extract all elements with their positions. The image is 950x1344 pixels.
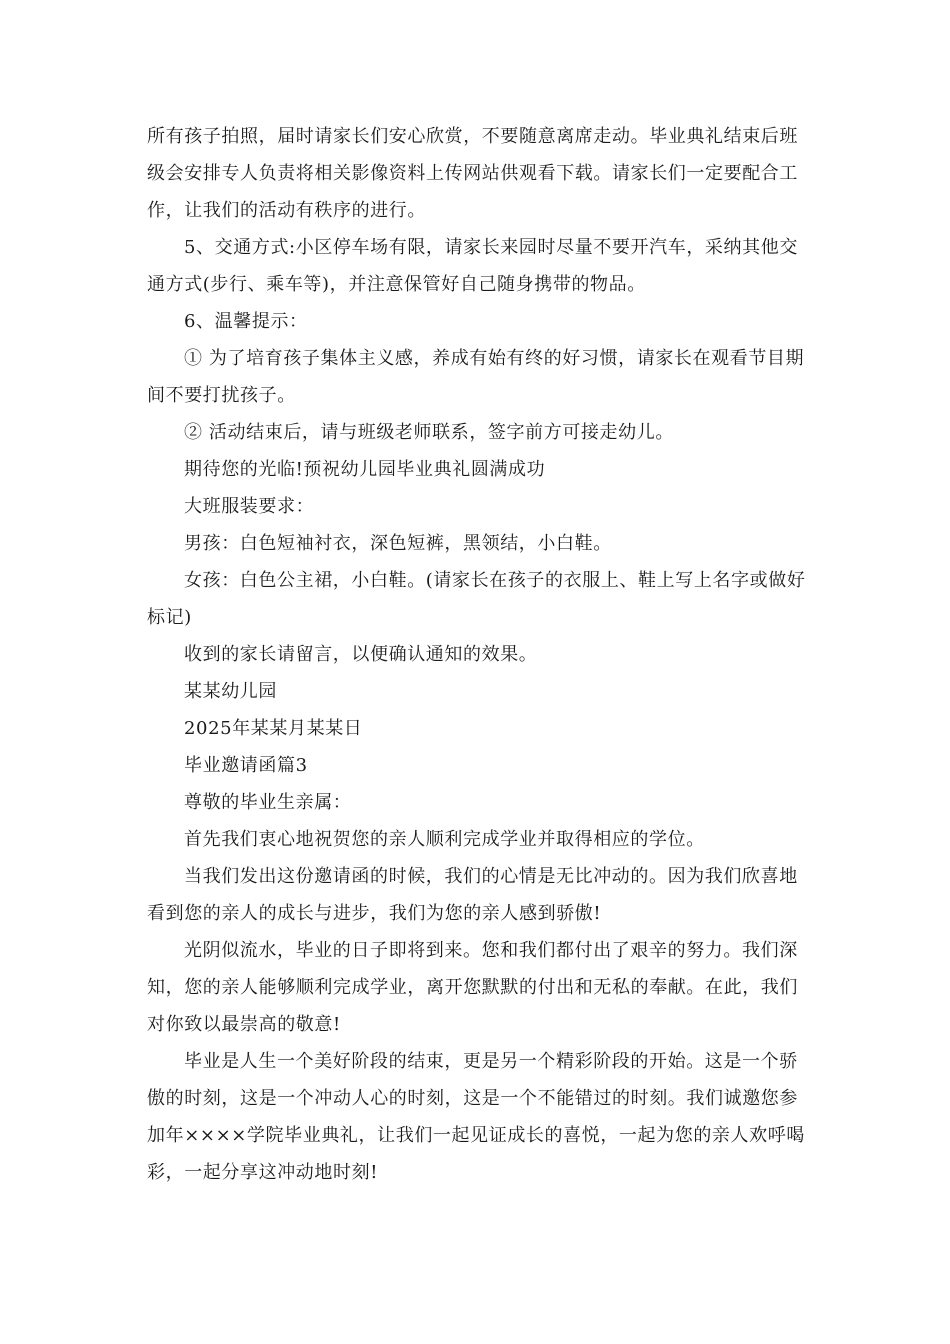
paragraph: ① 为了培育孩子集体主义感，养成有始有终的好习惯，请家长在观看节目期间不要打扰孩子。 [147,348,805,406]
paragraph: 毕业是人生一个美好阶段的结束，更是另一个精彩阶段的开始。这是一个骄傲的时刻，这是一个冲动人心的时刻，这是一个不能错过的时刻。我们诚邀您参加年××××学院毕业典礼，让我们一起见证成长的喜悦，一起为您的亲人欢呼喝彩，一起分享这冲动地时刻! [147,1051,805,1183]
paragraph: 期待您的光临!预祝幼儿园毕业典礼圆满成功 [184,459,546,480]
paragraph: ② 活动结束后，请与班级老师联系，签字前方可接走幼儿。 [184,422,674,443]
paragraph: 女孩：白色公主裙，小白鞋。(请家长在孩子的衣服上、鞋上写上名字或做好标记) [147,570,806,628]
paragraph: 尊敬的毕业生亲属： [184,792,352,813]
paragraph: 光阴似流水，毕业的日子即将到来。您和我们都付出了艰辛的努力。我们深知，您的亲人能够顺利完成学业，离开您默默的付出和无私的奉献。在此，我们对你致以最崇高的敬意! [147,940,798,1035]
paragraph: 毕业邀请函篇3 [184,755,308,776]
paragraph: 某某幼儿园 [184,681,277,702]
paragraph: 收到的家长请留言，以便确认通知的效果。 [184,644,538,665]
paragraph: 当我们发出这份邀请函的时候，我们的心情是无比冲动的。因为我们欣喜地看到您的亲人的成长与进步，我们为您的亲人感到骄傲! [147,866,798,924]
document-body [147,118,807,1191]
paragraph: 大班服装要求： [184,496,315,517]
paragraph: 男孩：白色短袖衬衣，深色短裤，黑领结，小白鞋。 [184,533,612,554]
paragraph: 5、交通方式:小区停车场有限，请家长来园时尽量不要开汽车，采纳其他交通方式(步行、乘车等)，并注意保管好自己随身携带的物品。 [147,237,798,295]
paragraph: 2025年某某月某某日 [184,718,363,739]
paragraph: 6、温馨提示： [184,311,308,332]
paragraph: 所有孩子拍照，届时请家长们安心欣赏，不要随意离席走动。毕业典礼结束后班级会安排专人负责将相关影像资料上传网站供观看下载。请家长们一定要配合工作，让我们的活动有秩序的进行。 [147,126,798,221]
paragraph: 首先我们衷心地祝贺您的亲人顺利完成学业并取得相应的学位。 [184,829,705,850]
